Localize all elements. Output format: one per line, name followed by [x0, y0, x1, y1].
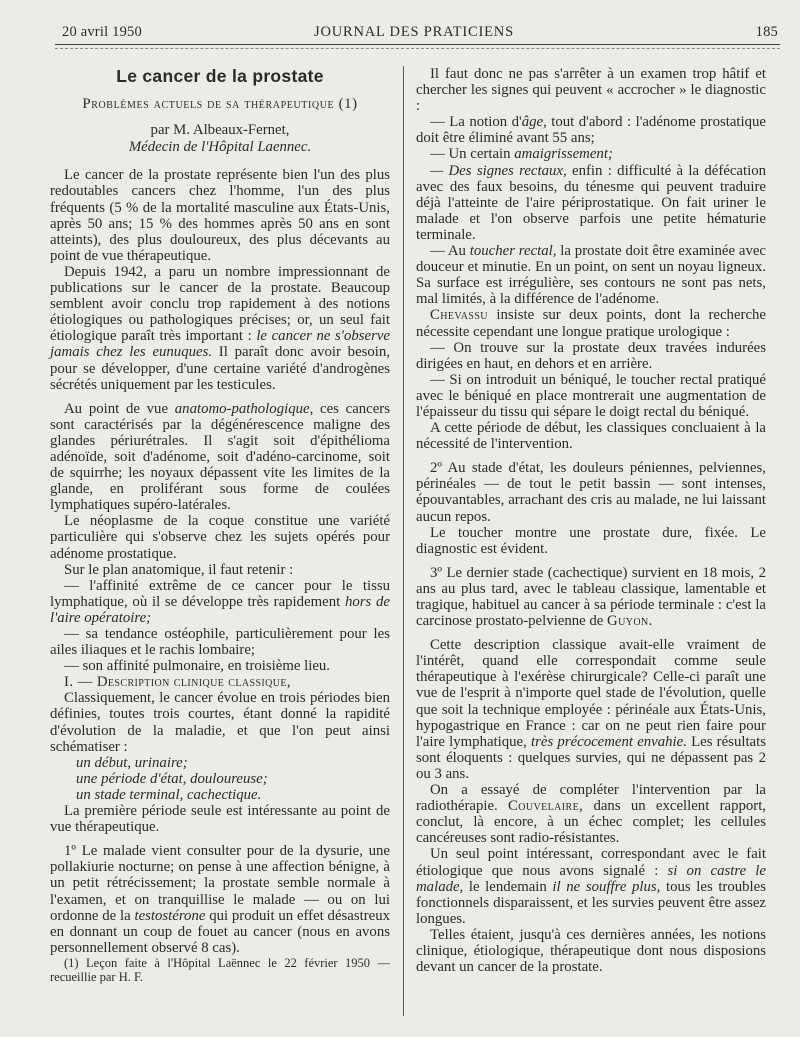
text-run: Cette description classique avait-elle vraiment de l'intérêt, quand elle correspondait comme seule thérapeutique à l'exérèse chirurgicale? Celle-ci paraît une vue de l'esprit à n'importe quel stade de l'évolution, quelle que soit la technique employée : périnéale aux États-Unis, hypogastrique en France : car on ne peut rien faire pour l'aire lymphatique,: [416, 637, 766, 750]
section-heading: I. — Description clinique classique,: [64, 674, 292, 691]
right-column: [416, 66, 766, 975]
paragraph-indurations: — On trouve sur la prostate deux travées indurées dirigées en haut, en dehors et en arrière.: [416, 339, 766, 372]
paragraph-osteophile: — sa tendance ostéophile, particulièrement pour les ailes iliaques et le rachis lombaire;: [50, 626, 390, 659]
list-item: un début, urinaire;: [76, 754, 188, 771]
header-journal-title: JOURNAL DES PRATICIENS: [314, 24, 514, 40]
paragraph-classic-evolution: Classiquement, le cancer évolue en trois périodes bien définies, toutes trois courtes, étant donné la rapidité d'évolution de la maladie, et que l'on peut ainsi schématiser :: [50, 690, 390, 755]
paragraph-conclusion: Telles étaient, jusqu'à ces dernières années, les notions clinique, étiologique, thérapeutique dont nous disposions devant un cancer de la prostate.: [416, 926, 766, 976]
article-title: Le cancer de la prostate: [116, 66, 324, 86]
text-run: — l'affinité extrême de ce cancer pour le tissu lymphatique, où il se développe très rapidement: [50, 577, 390, 610]
text-run: — Un certain: [430, 146, 515, 163]
text-run: Il paraît donc avoir besoin, pour se développer, d'une certaine variété d'androgènes sécrétés uniquement par les testicules.: [50, 344, 391, 393]
paragraph-pulmonary: — son affinité pulmonaire, en troisième lieu.: [64, 658, 331, 675]
italic-run: testostérone: [134, 907, 206, 924]
paragraph-rectal-signs: [416, 163, 766, 243]
paragraph-beniqué: — Si on introduit un béniqué, le toucher rectal pratiqué avec le béniqué en place montrerait une augmentation de l'épaisseur du tissu qui sépare le doigt rectal du béniqué.: [416, 371, 766, 420]
header-page-number: 185: [755, 24, 778, 40]
author-name: Guyon.: [607, 613, 653, 630]
paragraph-neoplasm: Le néoplasme de la coque constitue une variété particulière qui s'observe chez les sujets opérés pour adénome prostatique.: [50, 513, 390, 562]
paragraph-chevassu: [416, 307, 766, 339]
italic-run: âge,: [521, 114, 547, 131]
text-run: On a essayé de compléter l'intervention par la radiothérapie.: [416, 782, 766, 815]
italic-run: hors de l'aire opératoire;: [50, 593, 390, 626]
footnote: (1) Leçon faite à l'Hôpital Laënnec le 22 février 1950 — recueillie par H. F.: [50, 955, 390, 984]
article-subtitle: Problèmes actuels de sa thérapeutique (1): [82, 96, 358, 113]
paragraph-first-period: La première période seule est intéressante au point de vue thérapeutique.: [50, 803, 390, 836]
text-run: enfin : difficulté à la défécation avec des faux besoins, du ténesme qui peuvent traduire déjà l'atteinte de l'aire périprostatique. On fait uriner le malade et l'on observe parfois une petite hématurie terminale.: [416, 162, 766, 243]
list-item: un stade terminal, cachectique.: [76, 786, 262, 803]
text-run: qui produit un effet désastreux en donnant un coup de fouet au cancer (nous en avons personnellement observé 8 cas).: [50, 907, 391, 956]
italic-run: — Des signes rectaux,: [430, 162, 567, 179]
column-divider: [403, 66, 404, 1016]
paragraph-radiotherapy: [416, 782, 766, 846]
paragraph-age: [416, 114, 766, 146]
text-run: la prostate doit être examinée avec douceur et minutie. En un point, on sent un noyau ligneux. Sa surface est irrégulière, ses contours ne sont pas nets, mal limités, à la différence de l'adénome.: [416, 243, 766, 308]
paragraph-weight-loss: [416, 146, 766, 162]
paragraph-intro: Le cancer de la prostate représente bien l'un des plus redoutables cancers chez l'homme, l'un des plus fréquents (5 % de la mortalité masculine aux États-Unis, après 50 ans; 15 % des hommes après 50 ans en sont atteints), des plus douloureux, des plus décevants au point de vue thérapeutique.: [50, 167, 390, 264]
paragraph-surgery: [416, 637, 766, 782]
italic-run: très précocement envahie.: [531, 733, 687, 750]
text-run: tout d'abord : l'adénome prostatique doit être éliminé avant 55 ans;: [416, 114, 766, 147]
paragraph-patient-consult: [50, 843, 390, 956]
paragraph-signs: Il faut donc ne pas s'arrêter à un examen trop hâtif et chercher les signes qui peuvent « accrocher » le diagnostic :: [416, 66, 766, 115]
paragraph-lymphatic: [50, 578, 390, 626]
italic-run: il ne souffre plus,: [552, 878, 661, 895]
text-run: tous les troubles fonctionnels disparaissent, et les survies peuvent être assez longues.: [416, 878, 766, 927]
text-run: insiste sur deux points, dont la recherche nécessite cependant une longue pratique urologique :: [416, 307, 766, 340]
paragraph-intervention: A cette période de début, les classiques concluaient à la nécessité de l'intervention.: [416, 420, 766, 453]
text-run: Un seul point intéressant, correspondant avec le fait étiologique que nous avons signalé :: [416, 846, 766, 879]
author-affiliation: Médecin de l'Hôpital Laennec.: [128, 139, 312, 156]
text-run: 1º Le malade vient consulter pour de la dysurie, une pollakiurie nocturne; on pense à une affection bénigne, à un petit rétrécissement; la prostate semble normale à l'examen, et on tranquillise le malade — ou on lui ordonne de la: [50, 843, 390, 924]
header-rule: [55, 44, 780, 45]
italic-run: si on castre le malade,: [416, 862, 766, 895]
paragraph-terminal-stage: [416, 565, 766, 629]
text-run: — La notion d': [430, 114, 522, 131]
author-name: Couvelaire,: [508, 798, 584, 815]
paragraph-state-stage: 2º Au stade d'état, les douleurs péniennes, pelviennes, périnéales — de tout le petit bassin — sont intenses, épouvantables, arrachant des cris au malade, ne lui laissant aucun repos.: [416, 460, 766, 525]
italic-run: toucher rectal,: [469, 243, 557, 260]
italic-run: le cancer ne s'observe jamais chez les eunuques.: [50, 328, 390, 361]
paragraph-anatomopathology: [50, 401, 390, 514]
italic-run: anatomo-pathologique,: [174, 400, 314, 417]
paragraph-rectal-exam: [416, 243, 766, 307]
article-byline: par M. Albeaux-Fernet,: [150, 122, 290, 139]
header-rule-dashed: [55, 48, 780, 49]
running-header: [62, 24, 778, 44]
paragraph-diagnosis: Le toucher montre une prostate dure, fixée. Le diagnostic est évident.: [416, 524, 766, 557]
text-run: 3º Le dernier stade (cachectique) survient en 18 mois, 2 ans au plus tard, avec le tableau classique, lamentable et tragique, habituel au cancer à sa période terminale : c'est la carcinose prostato-pelvienne de: [416, 564, 766, 630]
paragraph-anatomic-plan: Sur le plan anatomique, il faut retenir :: [64, 561, 294, 578]
text-run: — Au: [430, 243, 470, 260]
text-run: Au point de vue: [64, 400, 175, 417]
text-run: Les résultats sont éloquents : quelques survies, qui ne dépassent pas 2 ou 3 ans.: [416, 733, 766, 782]
paragraph-etiology: [50, 264, 390, 393]
paragraph-castration: [416, 846, 766, 926]
header-date: 20 avril 1950: [62, 24, 142, 40]
text-run: Depuis 1942, a paru un nombre impressionnant de publications sur le cancer de la prostate. Beaucoup semblent avoir conclu trop rapidement à des notions étiologiques ou pathologiques précises; or, un seul fait étiologique paraît très important :: [50, 263, 390, 345]
text-run: ces cancers sont caractérisés par la dégénérescence maligne des glandes périurétrales. Il s'agit soit d'épithélioma adénoïde, soit d'adénome, soit d'adéno-carcinome, soit de squirrhe; les noyaux dépassent vite les limites de la glande, en proliférant sous forme de coulées lymphatiques supéro-latérales.: [50, 400, 390, 514]
italic-run: amaigrissement;: [514, 146, 613, 163]
list-item: une période d'état, douloureuse;: [76, 770, 268, 787]
text-run: le lendemain: [463, 878, 553, 895]
text-run: dans un excellent rapport, conclut, là encore, à un échec complet; les cellules cancéreuses sont radio-résistantes.: [416, 798, 766, 847]
left-column: [50, 66, 390, 984]
author-name: Chevassu: [430, 307, 488, 324]
